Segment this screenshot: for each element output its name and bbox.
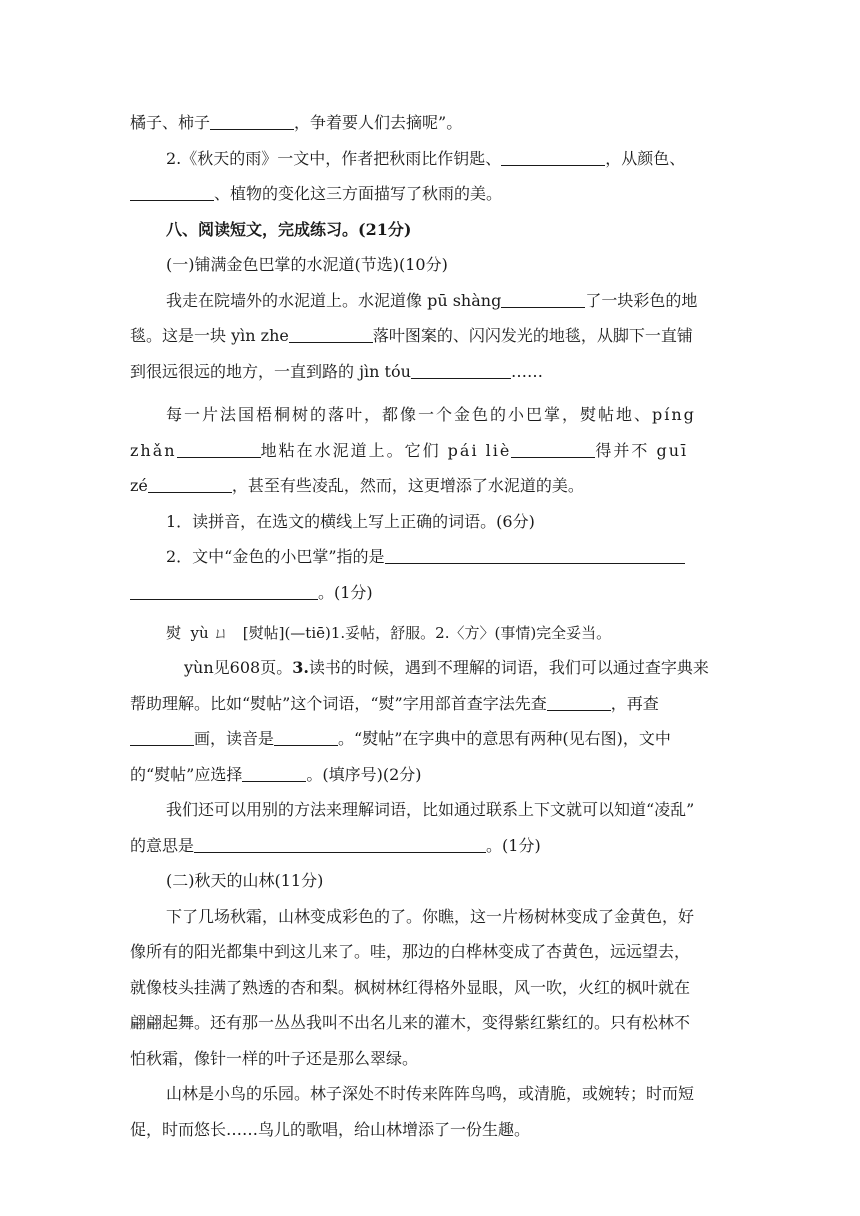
answer-blank[interactable] bbox=[148, 474, 232, 493]
passage-line: 促，时而悠长……鸟儿的歌唱，给山林增添了一份生趣。 bbox=[130, 1120, 531, 1139]
passage-line: 下了几场秋霜，山林变成彩色的了。你瞧，这一片杨树林变成了金黄色，好 bbox=[166, 907, 695, 926]
answer-blank[interactable] bbox=[177, 439, 261, 458]
answer-blank[interactable] bbox=[511, 439, 595, 458]
question-2-line-2 bbox=[130, 182, 860, 206]
text-segment: 落叶图案的、闪闪发光的地毯，从脚下一直铺 bbox=[372, 326, 693, 345]
question-3-line-1 bbox=[184, 656, 860, 680]
question-1: 1．读拼音，在选文的横线上写上正确的词语。(6分) bbox=[166, 512, 535, 531]
poem-fill-line bbox=[130, 111, 860, 135]
answer-blank[interactable] bbox=[130, 581, 318, 600]
question-2-line-2 bbox=[130, 581, 860, 605]
text-segment: 帮助理解。比如“熨帖”这个词语，“熨”字用部首查字法先查 bbox=[130, 694, 547, 713]
text-segment: 到很远很远的地方，一直到路的 jìn tóu bbox=[130, 362, 411, 381]
text-segment: 画，读音是 bbox=[194, 729, 275, 748]
text-segment: 。(1分) bbox=[486, 836, 541, 855]
passage-line: 就像枝头挂满了熟透的杏和梨。枫树林红得格外显眼，风一吹，火红的枫叶就在 bbox=[130, 978, 691, 997]
text-segment: 橘子、柿子 bbox=[130, 113, 211, 132]
question-3-line-3 bbox=[130, 727, 860, 751]
question-3-line-4 bbox=[130, 763, 860, 787]
text-segment: 的“熨帖”应选择 bbox=[130, 765, 243, 784]
answer-blank[interactable] bbox=[411, 360, 511, 379]
question-4-line-1: 我们还可以用别的方法来理解词语，比如通过联系上下文就可以知道“凌乱” bbox=[166, 800, 695, 819]
text-segment: 2.《秋天的雨》一文中，作者把秋雨比作钥匙、 bbox=[166, 149, 502, 168]
section-heading: 八、阅读短文，完成练习。(21分) bbox=[166, 220, 412, 239]
text-segment: 了一块彩色的地 bbox=[585, 291, 698, 310]
text-segment: 读书的时候，遇到不理解的词语，我们可以通过查字典来 bbox=[308, 658, 709, 677]
passage-line: 翩翩起舞。还有那一丛丛我叫不出名儿来的灌木，变得紫红紫红的。只有松林不 bbox=[130, 1013, 691, 1032]
passage-title: (二)秋天的山林(11分) bbox=[166, 871, 324, 890]
passage-line: 山林是小鸟的乐园。林子深处不时传来阵阵鸟鸣，或清脆，或婉转；时而短 bbox=[166, 1084, 695, 1103]
passage-title: (一)铺满金色巴掌的水泥道(节选)(10分) bbox=[166, 255, 448, 274]
text-segment: zé bbox=[130, 476, 148, 495]
dictionary-entry: 熨 yù ㄩ [熨帖](—tiē)1.妥帖，舒服。2.〈方〉(事情)完全妥当。 bbox=[166, 624, 612, 642]
answer-blank[interactable] bbox=[385, 545, 685, 564]
text-segment: 毯。这是一块 yìn zhe bbox=[130, 326, 289, 345]
passage-line bbox=[166, 289, 860, 313]
text-segment: ，从颜色、 bbox=[605, 149, 686, 168]
passage-line bbox=[130, 360, 860, 384]
question-4-line-2 bbox=[130, 834, 860, 858]
passage-line bbox=[130, 439, 860, 463]
question-2-line-1 bbox=[166, 545, 860, 569]
text-segment: 、植物的变化这三方面描写了秋雨的美。 bbox=[214, 184, 503, 203]
answer-blank[interactable] bbox=[501, 289, 585, 308]
text-segment: 。(1分) bbox=[318, 583, 373, 602]
question-3-line-2 bbox=[130, 692, 860, 716]
text-segment: 2．文中“金色的小巴掌”指的是 bbox=[166, 547, 385, 566]
passage-line: 像所有的阳光都集中到这儿来了。哇，那边的白桦林变成了杏黄色，远远望去， bbox=[130, 942, 691, 961]
passage-line bbox=[130, 324, 860, 348]
text-segment: …… bbox=[510, 362, 543, 381]
answer-blank[interactable] bbox=[242, 763, 306, 782]
text-segment: 地粘在水泥道上。它们 pái liè bbox=[260, 441, 512, 460]
answer-blank[interactable] bbox=[210, 111, 294, 130]
answer-blank[interactable] bbox=[547, 692, 611, 711]
text-segment: ，争着要人们去摘呢”。 bbox=[294, 113, 463, 132]
question-2-line-1 bbox=[166, 147, 860, 171]
text-segment: 的意思是 bbox=[130, 836, 195, 855]
passage-line bbox=[130, 474, 860, 498]
text-segment: 。(填序号)(2分) bbox=[306, 765, 422, 784]
answer-blank[interactable] bbox=[130, 182, 214, 201]
text-segment: 。“熨帖”在字典中的意思有两种(见右图)，文中 bbox=[338, 729, 671, 748]
text-segment: ，甚至有些凌乱，然而，这更增添了水泥道的美。 bbox=[231, 476, 584, 495]
question-number: 3. bbox=[292, 658, 309, 677]
text-segment: yùn见608页。 bbox=[184, 658, 293, 677]
answer-blank[interactable] bbox=[194, 834, 486, 853]
answer-blank[interactable] bbox=[289, 324, 373, 343]
passage-line: 每一片法国梧桐树的落叶，都像一个金色的小巴掌，熨帖地、píng bbox=[166, 405, 696, 424]
answer-blank[interactable] bbox=[274, 727, 338, 746]
text-segment: ，再查 bbox=[610, 694, 659, 713]
text-segment: 我走在院墙外的水泥道上。水泥道像 pū shàng bbox=[166, 291, 502, 310]
answer-blank[interactable] bbox=[501, 147, 605, 166]
text-segment: 得并不 guī bbox=[595, 441, 689, 460]
text-segment: zhǎn bbox=[130, 441, 177, 460]
answer-blank[interactable] bbox=[130, 727, 194, 746]
passage-line: 怕秋霜，像针一样的叶子还是那么翠绿。 bbox=[130, 1049, 419, 1068]
